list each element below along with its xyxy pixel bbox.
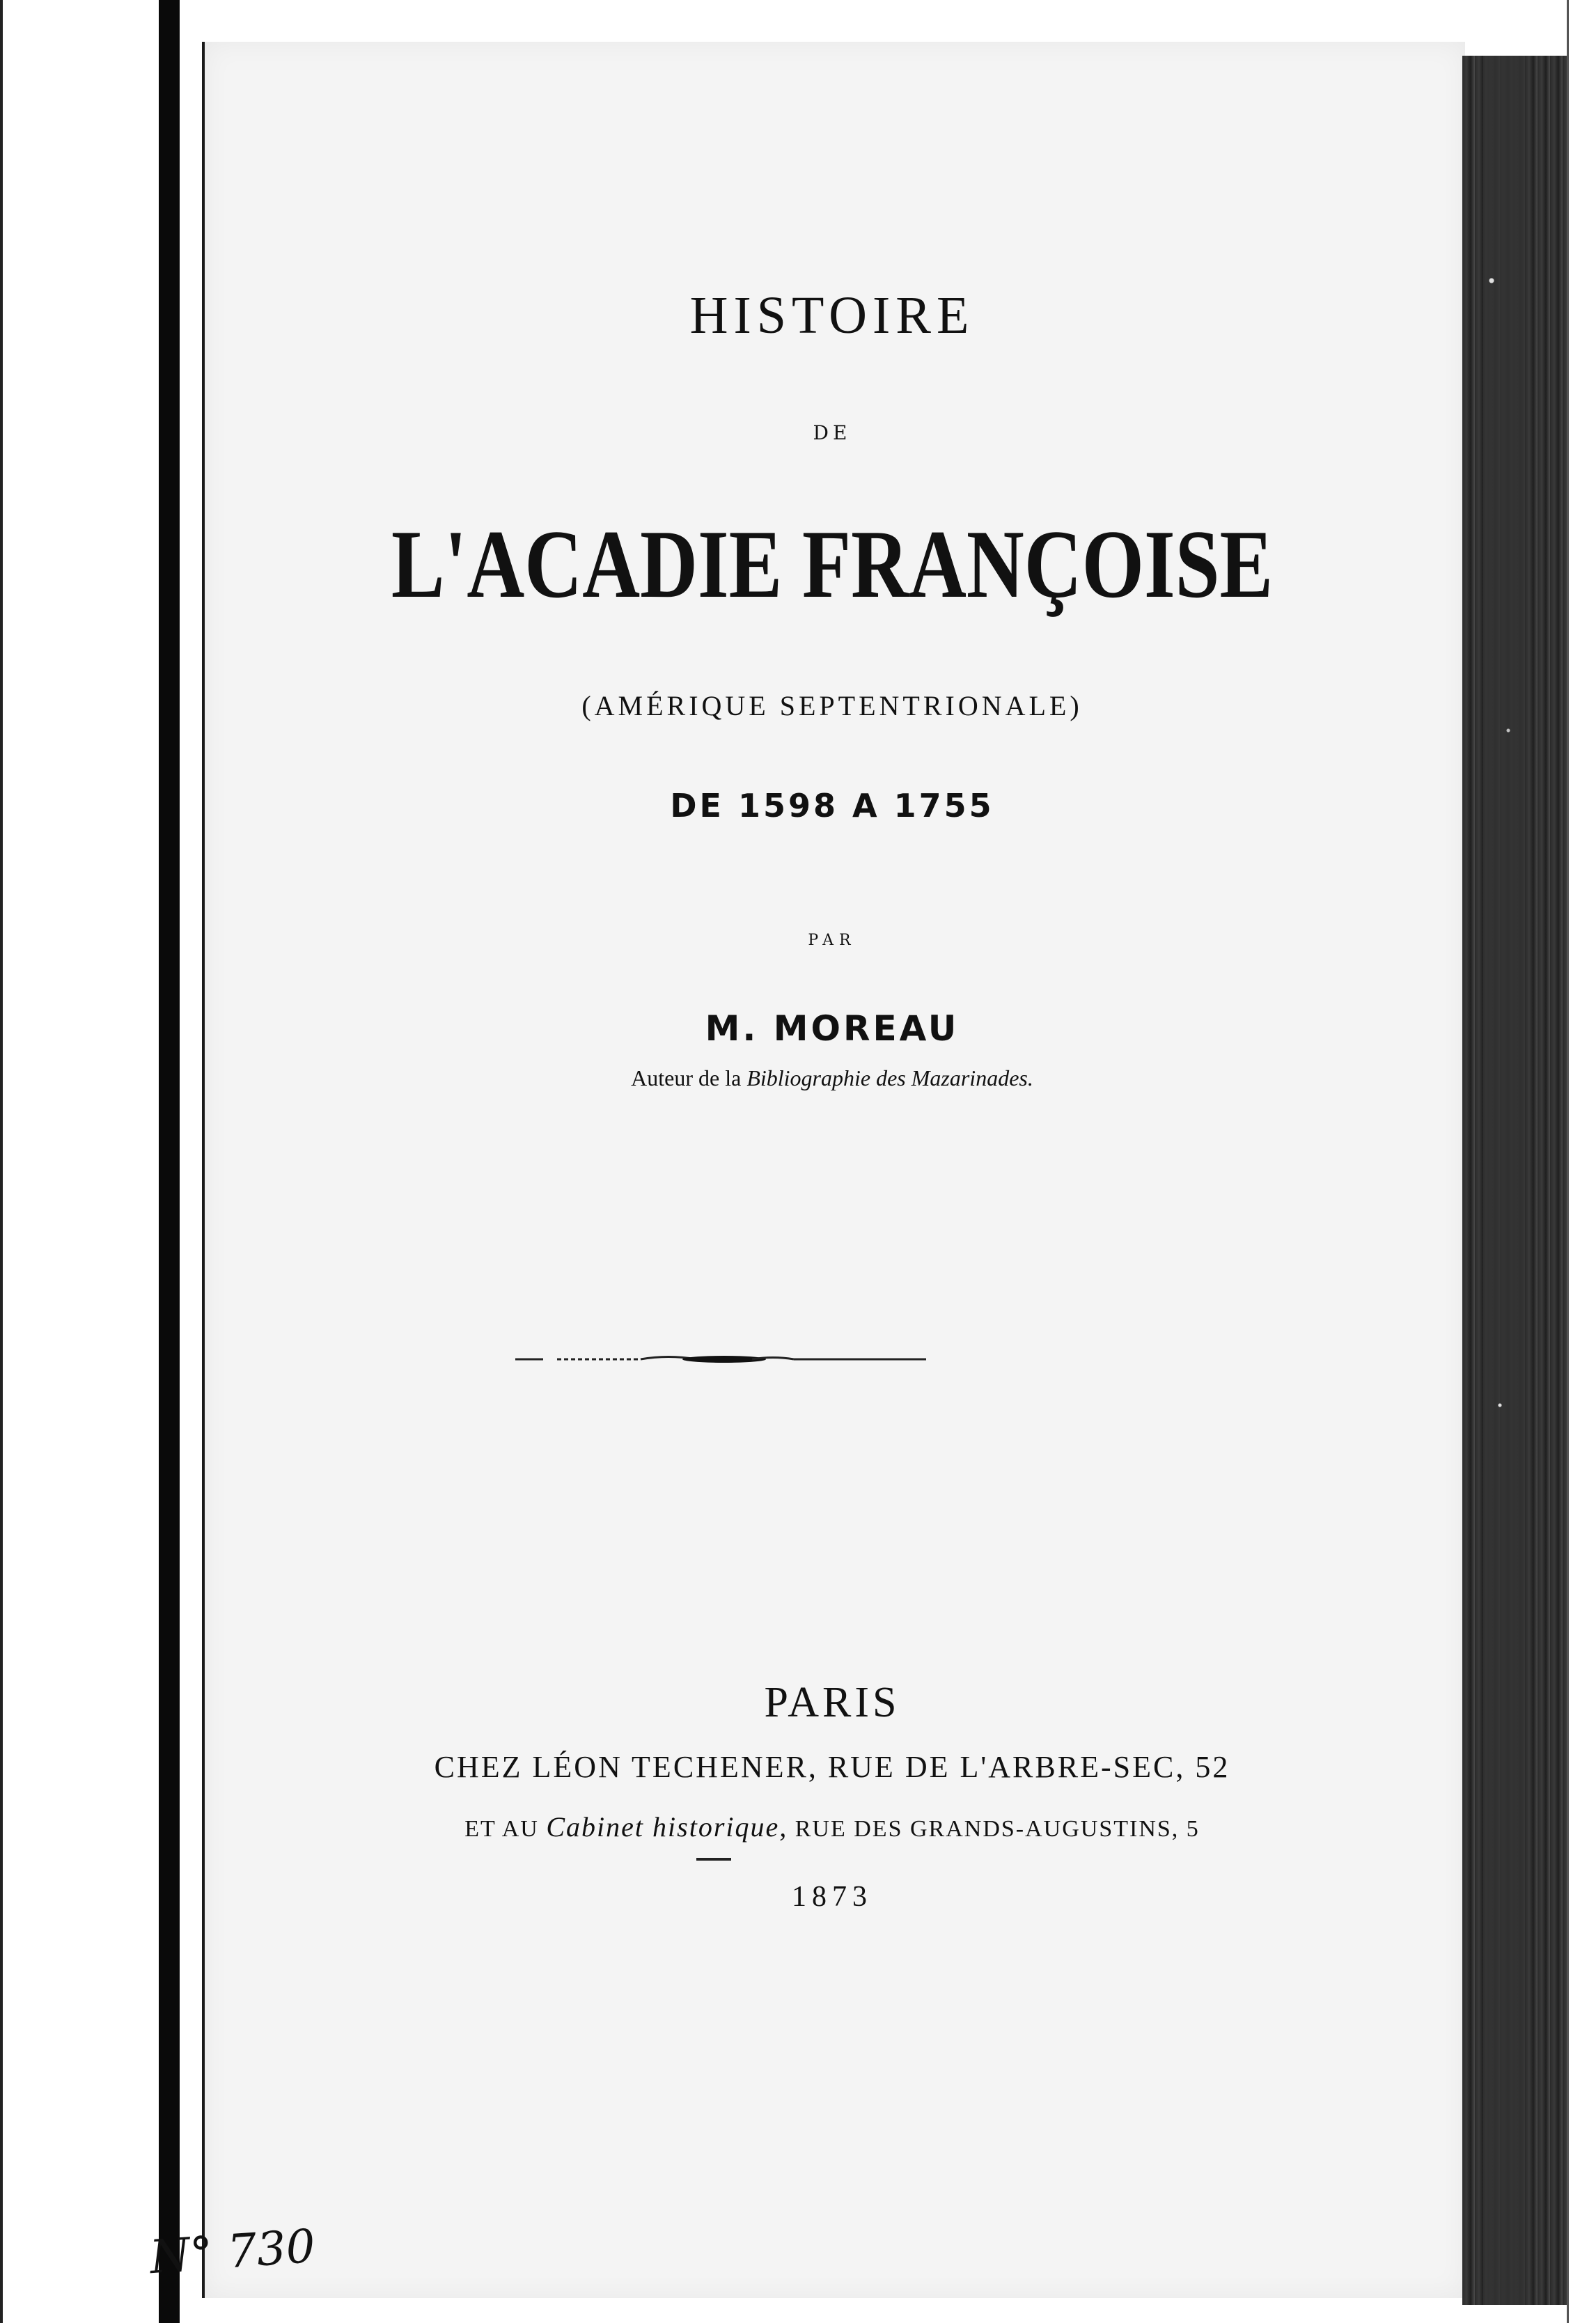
cabinet-name: Cabinet historique, xyxy=(546,1811,788,1843)
imprint-year: 1873 xyxy=(792,1881,873,1913)
author-desc-prefix: Auteur de la xyxy=(631,1065,747,1090)
author-description xyxy=(202,1065,1462,1091)
title-page xyxy=(202,42,1465,2298)
cabinet-address: RUE DES GRANDS-AUGUSTINS, 5 xyxy=(788,1816,1200,1842)
imprint-publisher: CHEZ LÉON TECHENER, RUE DE L'ARBRE-SEC, 52 xyxy=(434,1750,1230,1784)
region-subtitle: (AMÉRIQUE SEPTENTRIONALE) xyxy=(581,690,1083,721)
title-de: DE xyxy=(813,421,852,444)
author-desc-work: Bibliographie des Mazarinades. xyxy=(746,1065,1033,1090)
par-label: PAR xyxy=(808,932,856,949)
main-title: L'ACADIE FRANÇOISE xyxy=(391,510,1274,618)
imprint-cabinet xyxy=(202,1810,1462,1843)
right-edge-speckles xyxy=(1483,56,1525,2305)
left-edge-line xyxy=(0,0,3,2323)
imprint-city: PARIS xyxy=(764,1679,900,1726)
title-histoire: HISTOIRE xyxy=(689,286,975,345)
right-margin xyxy=(1567,0,1596,2323)
cabinet-prefix: ET AU xyxy=(464,1816,547,1842)
left-page-fold xyxy=(159,0,180,2323)
date-range: DE 1598 A 1755 xyxy=(670,787,994,824)
handwritten-shelfmark: N° 730 xyxy=(148,2219,318,2285)
imprint-dash xyxy=(696,1858,731,1861)
ornament-rule xyxy=(515,1354,926,1364)
author-name: M. MOREAU xyxy=(705,1008,960,1049)
